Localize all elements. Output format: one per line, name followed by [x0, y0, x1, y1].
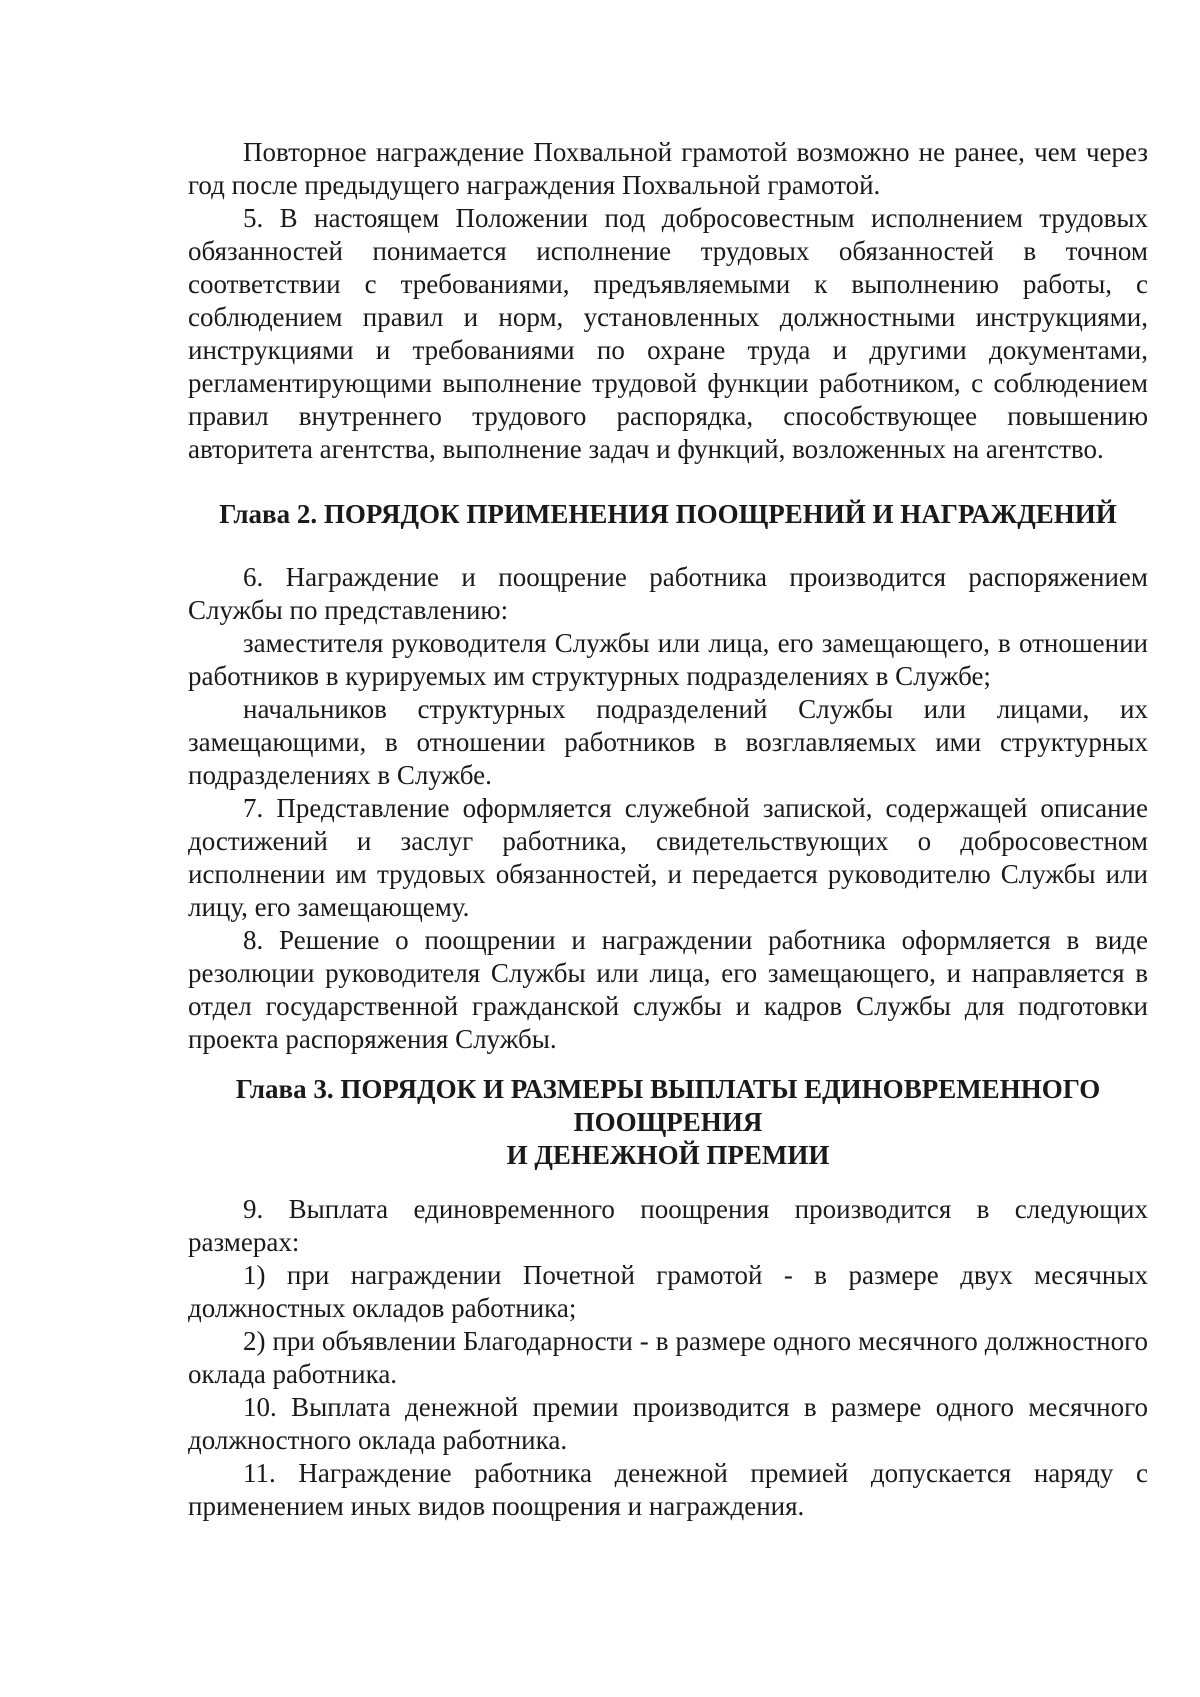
paragraph-6-deputy: заместителя руководителя Службы или лица, его замещающего, в отношении работников в курируемых им структурных подразделениях в Службе; [188, 628, 1148, 691]
intro-section [188, 136, 1148, 466]
paragraph-6-heads: начальников структурных подразделений Службы или лицами, их замещающими, в отношении работников в возглавляемых ими структурных подразделениях в Службе. [188, 694, 1148, 790]
chapter-3-heading [188, 1073, 1148, 1172]
chapter-3-heading-line-3: И ДЕНЕЖНОЙ ПРЕМИИ [506, 1140, 830, 1170]
paragraph-8: 8. Решение о поощрении и награждении работника оформляется в виде резолюции руководителя Службы или лица, его замещающего, и направляется в отдел государственной гражданской службы и кадров Службы для подготовки проекта распоряжения Службы. [188, 925, 1148, 1054]
chapter-2-heading: Глава 2. ПОРЯДОК ПРИМЕНЕНИЯ ПООЩРЕНИЙ И НАГРАЖДЕНИЙ [219, 499, 1117, 529]
chapter-3-heading-line-2: ПООЩРЕНИЯ [573, 1107, 763, 1137]
paragraph-9-item-1: 1) при награждении Почетной грамотой - в размере двух месячных должностных окладов работника; [188, 1260, 1148, 1323]
chapter-2-heading-block [188, 498, 1148, 531]
paragraph-9-item-2: 2) при объявлении Благодарности - в размере одного месячного должностного оклада работника. [188, 1326, 1148, 1389]
paragraph-11: 11. Награждение работника денежной премией допускается наряду с применением иных видов поощрения и награждения. [188, 1458, 1148, 1521]
paragraph-repeat-award: Повторное награждение Похвальной грамотой возможно не ранее, чем через год после предыдущего награждения Похвальной грамотой. [188, 137, 1148, 200]
chapter-3-heading-block [188, 1073, 1148, 1172]
chapter-3-heading-line-1: Глава 3. ПОРЯДОК И РАЗМЕРЫ ВЫПЛАТЫ ЕДИНОВРЕМЕННОГО [235, 1074, 1101, 1104]
chapter-3-section [188, 1193, 1148, 1523]
paragraph-6: 6. Награждение и поощрение работника производится распоряжением Службы по представлению: [188, 562, 1148, 625]
paragraph-9: 9. Выплата единовременного поощрения производится в следующих размерах: [188, 1194, 1148, 1257]
paragraph-5: 5. В настоящем Положении под добросовестным исполнением трудовых обязанностей понимается исполнение трудовых обязанностей в точном соответствии с требованиями, предъявляемыми к выполнению работы, с соблюдением правил и норм, установленных должностными инструкциями, инструкциями и требованиями по охране труда и другими документами, регламентирующими выполнение трудовой функции работником, с соблюдением правил внутреннего трудового распорядка, способствующее повышению авторитета агентства, выполнение задач и функций, возложенных на агентство. [188, 203, 1148, 464]
chapter-2-section [188, 561, 1148, 1056]
paragraph-7: 7. Представление оформляется служебной запиской, содержащей описание достижений и заслуг работника, свидетельствующих о добросовестном исполнении им трудовых обязанностей, и передается руководителю Службы или лицу, его замещающему. [188, 793, 1148, 922]
paragraph-10: 10. Выплата денежной премии производится в размере одного месячного должностного оклада работника. [188, 1392, 1148, 1455]
